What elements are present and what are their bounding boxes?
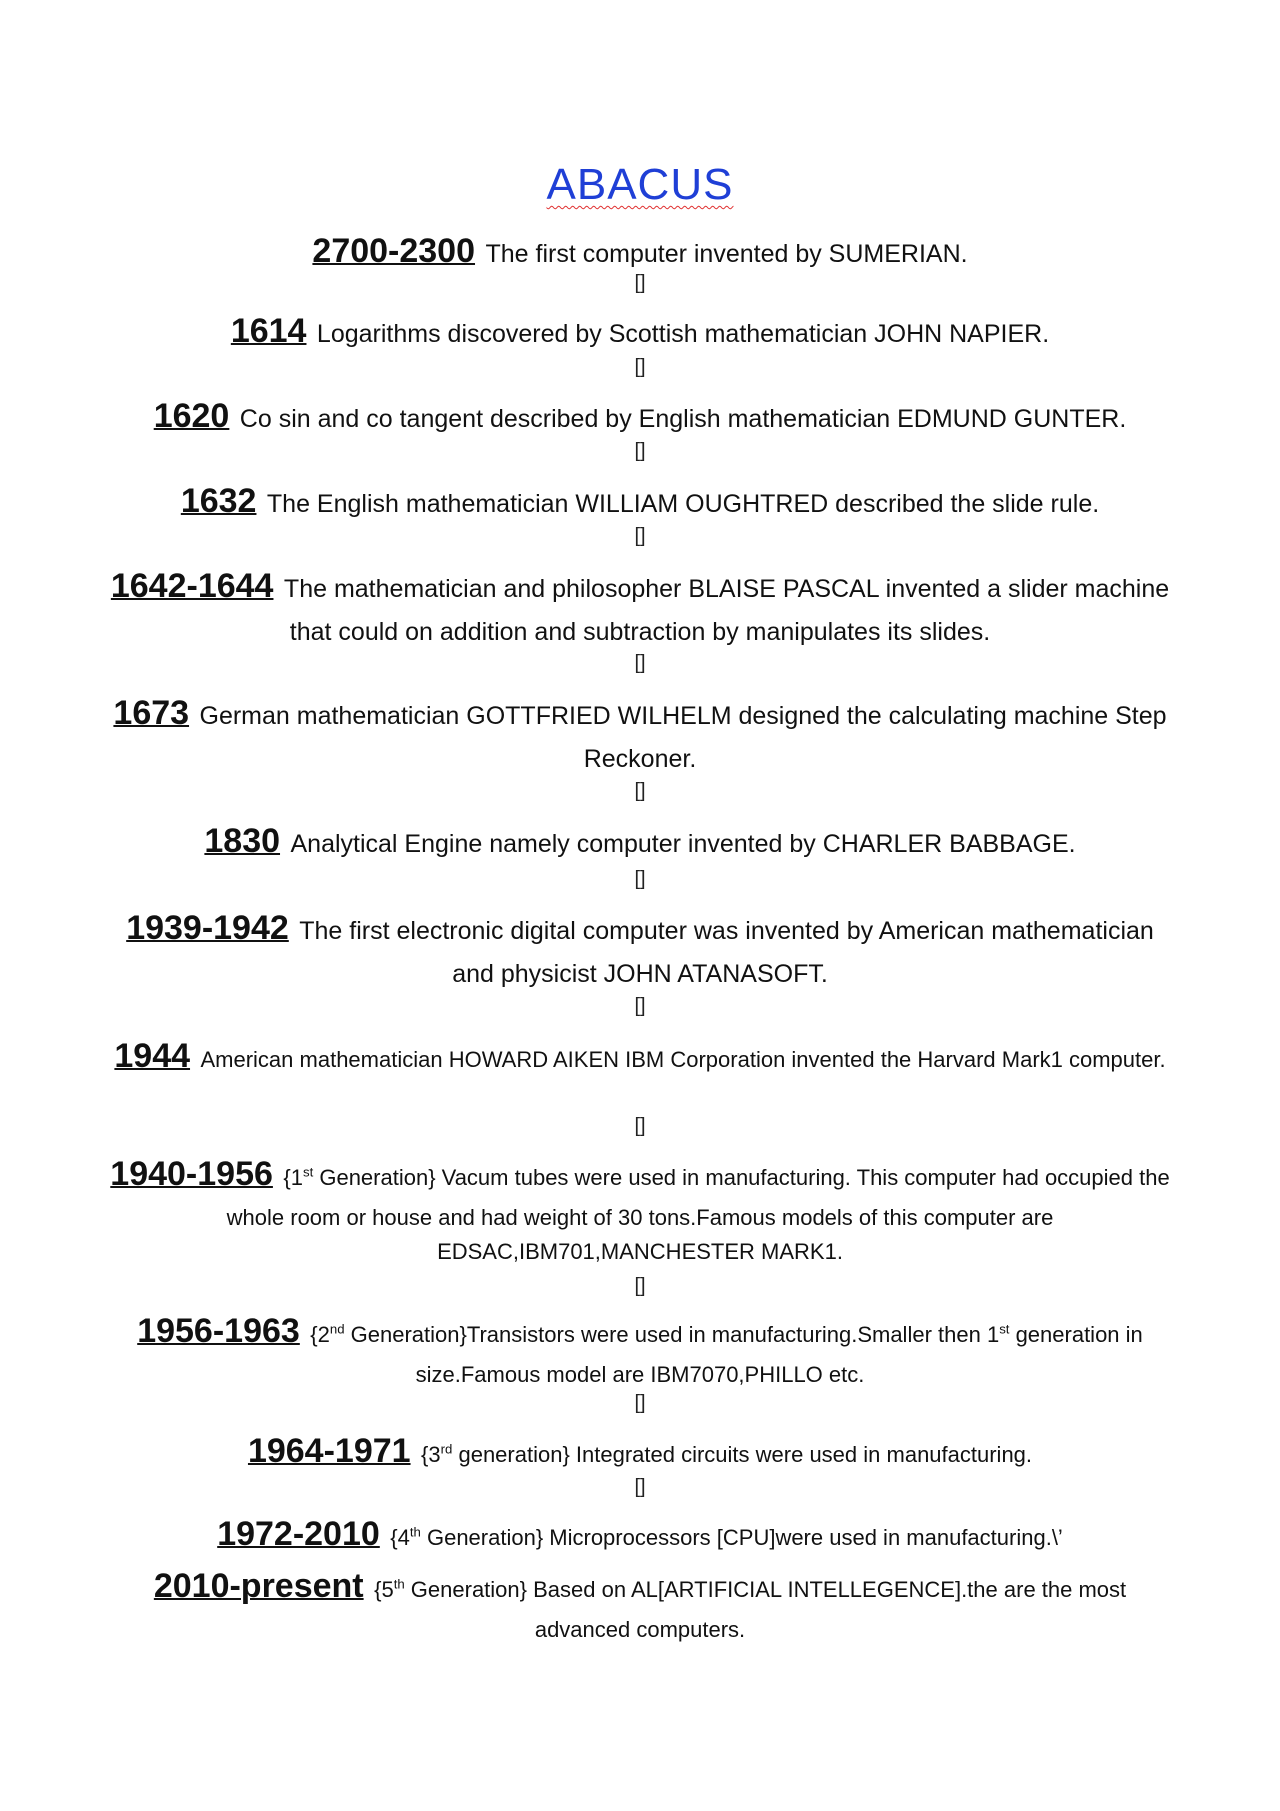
entry-year: 1614 (230, 312, 307, 350)
entry-text: {2nd Generation}Transistors were used in manufacturing.Smaller then 1st generation in size.Famous model are IBM7070,PHILLO etc. (310, 1321, 1143, 1387)
entry-text: The mathematician and philosopher BLAISE PASCAL invented a slider machine that could on addition and subtraction by manipulates its slides. (283, 575, 1170, 646)
entry-text: Analytical Engine namely computer invented by CHARLER BABBAGE. (290, 830, 1076, 858)
separator: [] (634, 1275, 646, 1297)
entry-year: 2010-present (153, 1567, 364, 1605)
entry-text: Logarithms discovered by Scottish mathematician JOHN NAPIER. (316, 320, 1050, 348)
timeline-entry (110, 1030, 1170, 1083)
timeline-entry (110, 687, 1170, 778)
timeline-entry (110, 1508, 1170, 1561)
timeline-entry (110, 390, 1170, 443)
entry-year: 1620 (153, 397, 230, 435)
separator: [] (634, 780, 646, 802)
separator: [] (634, 652, 646, 674)
separator: [] (634, 440, 646, 462)
entry-text: Co sin and co tangent described by English mathematician EDMUND GUNTER. (239, 405, 1127, 433)
entry-year: 1632 (180, 482, 257, 520)
entry-text: American mathematician HOWARD AIKEN IBM Corporation invented the Harvard Mark1 computer. (200, 1047, 1166, 1072)
entry-text: {4th Generation} Microprocessors [CPU]were used in manufacturing.\’ (390, 1524, 1063, 1550)
timeline-entry (110, 1425, 1170, 1478)
timeline-entry (110, 475, 1170, 528)
timeline-entry (110, 815, 1170, 868)
entry-text: {5th Generation} Based on AL[ARTIFICIAL INTELLEGENCE].the are the most advanced computers. (374, 1576, 1127, 1642)
entry-text: The first computer invented by SUMERIAN. (485, 240, 968, 268)
separator: [] (634, 995, 646, 1017)
page-title: ABACUS (546, 160, 734, 209)
entry-year: 2700-2300 (312, 232, 476, 270)
separator: [] (634, 525, 646, 547)
entry-text: {1st Generation} Vacum tubes were used in manufacturing. This computer had occupied the whole room or house and had weight of 30 tons.Famous models of this computer are EDSAC,IBM701,MANCHESTER MARK1. (226, 1164, 1170, 1264)
timeline-entry (110, 1148, 1170, 1269)
separator: [] (634, 868, 646, 890)
timeline-entry (110, 305, 1170, 358)
entry-text: {3rd generation} Integrated circuits were used in manufacturing. (421, 1441, 1033, 1467)
timeline-entry (110, 1560, 1170, 1647)
entry-year: 1830 (204, 822, 281, 860)
separator: [] (634, 1476, 646, 1498)
entry-year: 1944 (114, 1037, 191, 1075)
timeline-entry (110, 1305, 1170, 1392)
entry-year: 1673 (113, 694, 190, 732)
timeline-entry (110, 560, 1170, 651)
separator: [] (634, 356, 646, 378)
entry-text: The first electronic digital computer was invented by American mathematician and physicist JOHN ATANASOFT. (299, 917, 1154, 988)
timeline-entry (110, 225, 1170, 278)
separator: [] (634, 1392, 646, 1414)
separator: [] (634, 272, 646, 294)
separator: [] (634, 1115, 646, 1137)
entry-year: 1642-1644 (110, 567, 274, 605)
entry-text: German mathematician GOTTFRIED WILHELM designed the calculating machine Step Reckoner. (199, 702, 1167, 773)
timeline-entry (110, 902, 1170, 993)
entry-year: 1939-1942 (126, 909, 289, 947)
entry-year: 1972-2010 (217, 1515, 380, 1553)
entry-year: 1964-1971 (247, 1432, 411, 1470)
entry-year: 1956-1963 (137, 1312, 300, 1350)
entry-year: 1940-1956 (110, 1155, 273, 1193)
entry-text: The English mathematician WILLIAM OUGHTRED described the slide rule. (266, 490, 1100, 518)
